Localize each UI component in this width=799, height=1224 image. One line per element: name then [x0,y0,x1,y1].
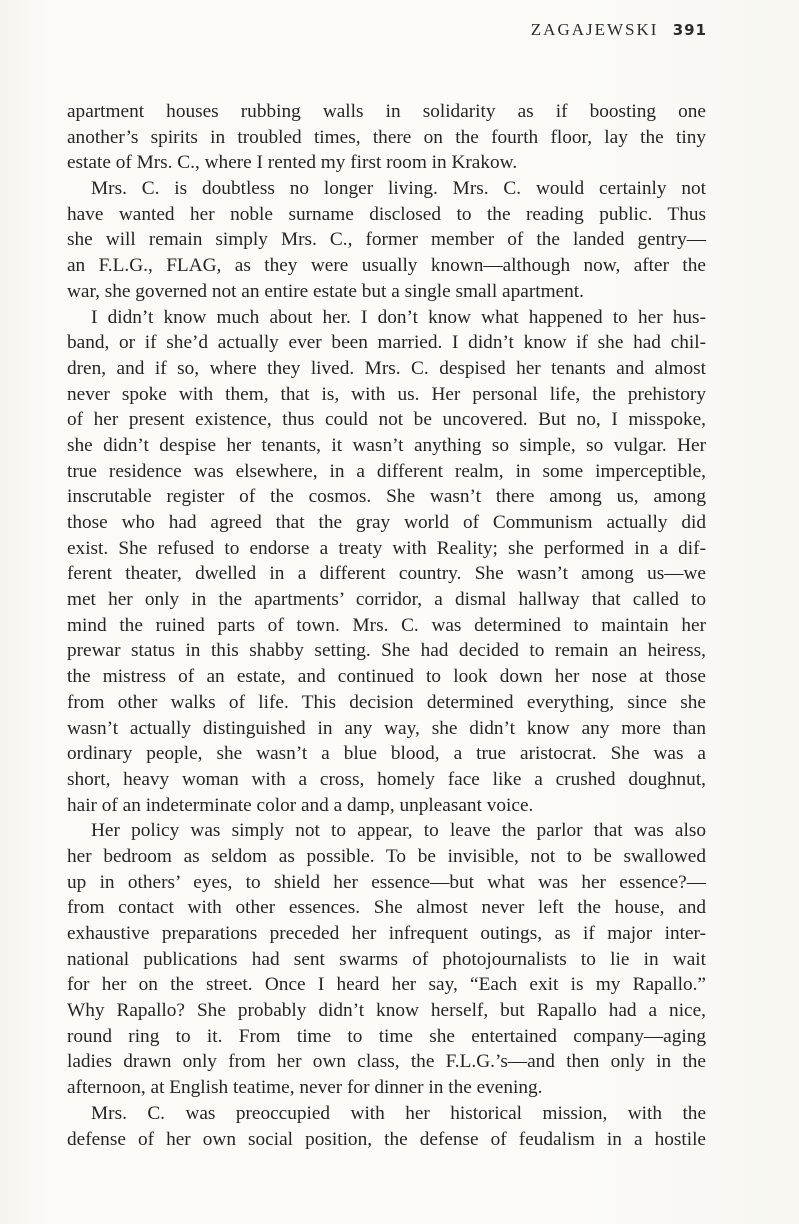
running-head [531,20,707,40]
page-number: 391 [672,21,707,39]
text-line: the mistress of an estate, and continued to look down her nose at those [67,666,706,688]
text-line: Mrs. C. is doubtless no longer living. Mrs. C. would certainly not [91,178,706,200]
text-line: mind the ruined parts of town. Mrs. C. was determined to maintain her [67,614,706,636]
body-text [67,99,706,1152]
text-line: short, heavy woman with a cross, homely face like a crushed doughnut, [67,768,706,790]
text-line: an F.L.G., FLAG, as they were usually known—although now, after the [67,255,706,277]
text-line: of her present existence, thus could not be uncovered. But no, I misspoke, [67,409,706,431]
text-line: apartment houses rubbing walls in solidarity as if boosting one [67,101,706,122]
text-line: exist. She refused to endorse a treaty with Reality; she performed in a dif- [67,537,706,559]
running-head-title: ZAGAJEWSKI [530,20,659,39]
text-line: she didn’t despise her tenants, it wasn’t anything so simple, so vulgar. Her [67,434,706,456]
text-line: Mrs. C. was preoccupied with her historical mission, with the [91,1102,706,1124]
text-line: band, or if she’d actually ever been married. I didn’t know if she had chil- [67,332,706,354]
text-line: ordinary people, she wasn’t a blue blood, a true aristocrat. She was a [67,743,706,765]
text-line: wasn’t actually distinguished in any way, she didn’t know any more than [67,717,706,739]
text-line: prewar status in this shabby setting. She had decided to remain an heiress, [67,640,706,662]
text-line: defense of her own social position, the defense of feudalism in a hostile [67,1128,706,1150]
text-line: those who had agreed that the gray world of Communism actually did [67,512,706,533]
text-line: up in others’ eyes, to shield her essence—but what was her essence?— [67,871,706,893]
text-line: never spoke with them, that is, with us. Her personal life, the prehistory [67,383,706,405]
text-line: I didn’t know much about her. I don’t know what happened to her hus- [91,306,706,328]
text-line: inscrutable register of the cosmos. She wasn’t there among us, among [67,486,706,508]
text-line: ferent theater, dwelled in a different country. She wasn’t among us—we [67,563,706,585]
text-line: dren, and if so, where they lived. Mrs. C. despised her tenants and almost [67,357,706,379]
text-line: from contact with other essences. She almost never left the house, and [67,897,706,919]
text-line: exhaustive preparations preceded her infrequent outings, as if major inter- [67,923,706,944]
text-line: for her on the street. Once I heard her say, “Each exit is my Rapallo.” [67,974,706,996]
text-line: war, she governed not an entire estate but a single small apartment. [67,280,584,302]
text-line: she will remain simply Mrs. C., former member of the landed gentry— [67,229,706,251]
text-line: her bedroom as seldom as possible. To be invisible, not to be swallowed [67,845,706,867]
text-line: from other walks of life. This decision determined everything, since she [67,691,706,713]
text-line: round ring to it. From time to time she entertained company—aging [67,1025,706,1047]
text-line: estate of Mrs. C., where I rented my first room in Krakow. [67,152,518,174]
text-line: Why Rapallo? She probably didn’t know herself, but Rapallo had a nice, [67,1000,706,1022]
text-line: have wanted her noble surname disclosed to the reading public. Thus [67,203,706,225]
text-line: met her only in the apartments’ corridor, a dismal hallway that called to [67,589,706,611]
text-line: hair of an indeterminate color and a damp, unpleasant voice. [67,794,534,816]
text-line: true residence was elsewhere, in a different realm, in some imperceptible, [67,460,706,482]
text-line: afternoon, at English teatime, never for dinner in the evening. [67,1077,543,1099]
text-line: another’s spirits in troubled times, there on the fourth floor, lay the tiny [67,126,706,148]
text-line: ladies drawn only from her own class, the F.L.G.’s—and then only in the [67,1051,706,1073]
text-line: Her policy was simply not to appear, to leave the parlor that was also [91,820,706,842]
text-line: national publications had sent swarms of photojournalists to lie in wait [67,948,706,970]
